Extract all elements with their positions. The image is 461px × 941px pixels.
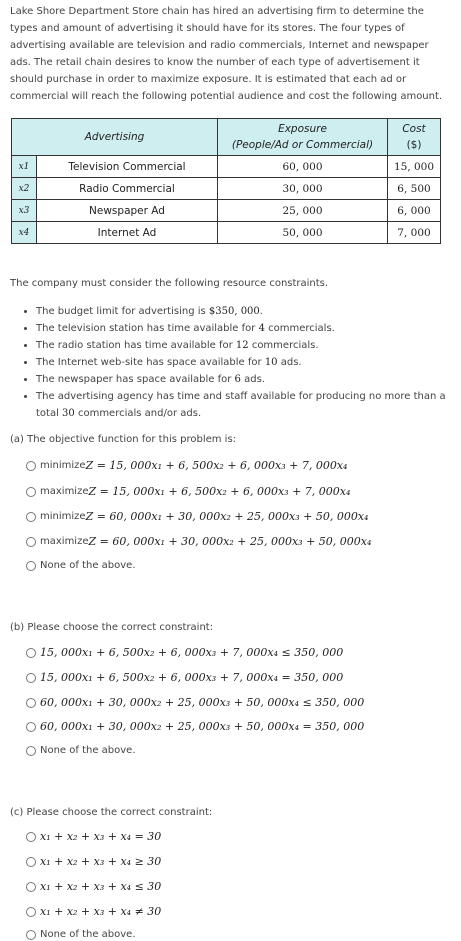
header-exposure-line1: Exposure xyxy=(278,123,327,135)
option-math: x₁ + x₂ + x₃ + x₄ ≤ 30 xyxy=(40,880,162,893)
bullet-text: The radio station has time available for xyxy=(36,340,236,351)
bullet-text: ads. xyxy=(277,357,302,368)
option-prefix: None of the above. xyxy=(40,745,136,756)
bullet-text: The newspaper has space available for xyxy=(36,374,235,385)
bullet-text: commercials. xyxy=(264,323,335,334)
bullet-text: . xyxy=(259,306,263,317)
part-a-option-3[interactable] xyxy=(26,510,368,523)
part-a-option-4[interactable] xyxy=(26,535,371,548)
part-a-option-2[interactable] xyxy=(26,485,350,498)
part-a-option-1[interactable] xyxy=(26,459,347,472)
option-math: Z = 15, 000x₁ + 6, 500x₂ + 6, 000x₃ + 7, 000x₄ xyxy=(85,459,348,472)
row-variable: x3 xyxy=(12,200,37,222)
part-a-option-5[interactable] xyxy=(26,560,136,571)
list-item xyxy=(36,354,456,371)
header-cost xyxy=(388,119,441,156)
bullet-text: The budget limit for advertising is xyxy=(36,306,209,317)
header-exposure xyxy=(218,119,388,156)
option-math: 60, 000x₁ + 30, 000x₂ + 25, 000x₃ + 50, 000x₄ ≤ 350, 000 xyxy=(40,696,365,709)
row-exposure: 30, 000 xyxy=(218,178,388,200)
bullet-text: commercials. xyxy=(248,340,319,351)
radio-button[interactable] xyxy=(26,673,36,683)
bullet-value: 10 xyxy=(264,357,278,368)
header-advertising: Advertising xyxy=(12,119,218,156)
row-cost: 6, 000 xyxy=(388,200,441,222)
radio-button[interactable] xyxy=(26,832,36,842)
row-variable: x4 xyxy=(12,222,37,244)
option-prefix: None of the above. xyxy=(40,929,136,940)
part-c-option-4[interactable] xyxy=(26,905,161,918)
list-item xyxy=(36,320,456,337)
option-math: Z = 60, 000x₁ + 30, 000x₂ + 25, 000x₃ + 50, 000x₄ xyxy=(88,535,372,548)
row-exposure: 50, 000 xyxy=(218,222,388,244)
option-math: Z = 15, 000x₁ + 6, 500x₂ + 6, 000x₃ + 7, 000x₄ xyxy=(88,485,351,498)
part-c-question: (c) Please choose the correct constraint: xyxy=(10,807,213,818)
table-row xyxy=(12,178,441,200)
radio-button[interactable] xyxy=(26,648,36,658)
option-math: 15, 000x₁ + 6, 500x₂ + 6, 000x₃ + 7, 000x₄ = 350, 000 xyxy=(40,671,344,684)
radio-button[interactable] xyxy=(26,512,36,522)
option-math: x₁ + x₂ + x₃ + x₄ ≥ 30 xyxy=(40,855,162,868)
part-b-option-2[interactable] xyxy=(26,671,343,684)
part-b-option-1[interactable] xyxy=(26,646,343,659)
constraints-intro: The company must consider the following resource constraints. xyxy=(10,278,329,289)
list-item xyxy=(36,388,456,422)
part-c-option-5[interactable] xyxy=(26,929,136,940)
radio-button[interactable] xyxy=(26,857,36,867)
option-prefix: None of the above. xyxy=(40,560,136,571)
header-cost-line1: Cost xyxy=(402,123,426,135)
radio-button[interactable] xyxy=(26,461,36,471)
constraints-list xyxy=(18,303,456,422)
bullet-value: 30 xyxy=(62,408,75,419)
table-row xyxy=(12,200,441,222)
row-name: Newspaper Ad xyxy=(37,200,218,222)
row-name: Internet Ad xyxy=(37,222,218,244)
part-c-option-3[interactable] xyxy=(26,880,161,893)
table-row xyxy=(12,222,441,244)
header-cost-line2: ($) xyxy=(406,139,422,151)
bullet-text: The advertising agency has time and staff available for producing no more than a total xyxy=(36,391,446,419)
advertising-table xyxy=(11,118,441,244)
bullet-value: $350, 000 xyxy=(208,306,260,317)
row-name: Television Commercial xyxy=(37,156,218,178)
radio-button[interactable] xyxy=(26,722,36,732)
row-exposure: 60, 000 xyxy=(218,156,388,178)
radio-button[interactable] xyxy=(26,882,36,892)
part-c-option-1[interactable] xyxy=(26,830,161,843)
radio-button[interactable] xyxy=(26,746,36,756)
row-variable: x1 xyxy=(12,156,37,178)
bullet-text: ads. xyxy=(240,374,265,385)
part-a-question: (a) The objective function for this problem is: xyxy=(10,434,237,445)
option-math: 60, 000x₁ + 30, 000x₂ + 25, 000x₃ + 50, 000x₄ = 350, 000 xyxy=(40,720,365,733)
part-b-option-3[interactable] xyxy=(26,696,364,709)
option-math: Z = 60, 000x₁ + 30, 000x₂ + 25, 000x₃ + 50, 000x₄ xyxy=(85,510,369,523)
row-cost: 7, 000 xyxy=(388,222,441,244)
radio-button[interactable] xyxy=(26,487,36,497)
row-variable: x2 xyxy=(12,178,37,200)
radio-button[interactable] xyxy=(26,907,36,917)
list-item xyxy=(36,337,456,354)
option-prefix: minimize xyxy=(40,511,86,522)
part-c-option-2[interactable] xyxy=(26,855,161,868)
row-cost: 15, 000 xyxy=(388,156,441,178)
table-header-row xyxy=(12,119,441,156)
list-item xyxy=(36,371,456,388)
radio-button[interactable] xyxy=(26,561,36,571)
part-b-option-5[interactable] xyxy=(26,745,136,756)
option-prefix: maximize xyxy=(40,486,89,497)
bullet-text: The Internet web-site has space available for xyxy=(36,357,265,368)
row-cost: 6, 500 xyxy=(388,178,441,200)
problem-intro: Lake Shore Department Store chain has hired an advertising firm to determine the types and amount of advertising it should have for its stores. The four types of advertising available are television and radio commercials, Internet and newspaper ads. The retail chain desires to know the number of each type of advertisement it should purchase in order to maximize exposure. It is estimated that each ad or commercial will reach the following potential audience and cost the following amount. xyxy=(10,6,443,102)
part-b-option-4[interactable] xyxy=(26,720,364,733)
bullet-text: commercials and/or ads. xyxy=(74,408,202,419)
option-prefix: minimize xyxy=(40,460,86,471)
option-math: x₁ + x₂ + x₃ + x₄ = 30 xyxy=(40,830,162,843)
header-exposure-line2: (People/Ad or Commercial) xyxy=(231,139,374,151)
bullet-value: 12 xyxy=(235,340,249,351)
list-item xyxy=(36,303,456,320)
option-math: 15, 000x₁ + 6, 500x₂ + 6, 000x₃ + 7, 000x₄ ≤ 350, 000 xyxy=(40,646,344,659)
row-name: Radio Commercial xyxy=(37,178,218,200)
bullet-value: 4 xyxy=(258,323,265,334)
radio-button[interactable] xyxy=(26,930,36,940)
option-math: x₁ + x₂ + x₃ + x₄ ≠ 30 xyxy=(40,905,162,918)
radio-button[interactable] xyxy=(26,537,36,547)
option-prefix: maximize xyxy=(40,536,89,547)
bullet-text: The television station has time available for xyxy=(36,323,259,334)
row-exposure: 25, 000 xyxy=(218,200,388,222)
part-b-question: (b) Please choose the correct constraint: xyxy=(10,622,214,633)
table-row xyxy=(12,156,441,178)
radio-button[interactable] xyxy=(26,698,36,708)
bullet-value: 6 xyxy=(234,374,241,385)
